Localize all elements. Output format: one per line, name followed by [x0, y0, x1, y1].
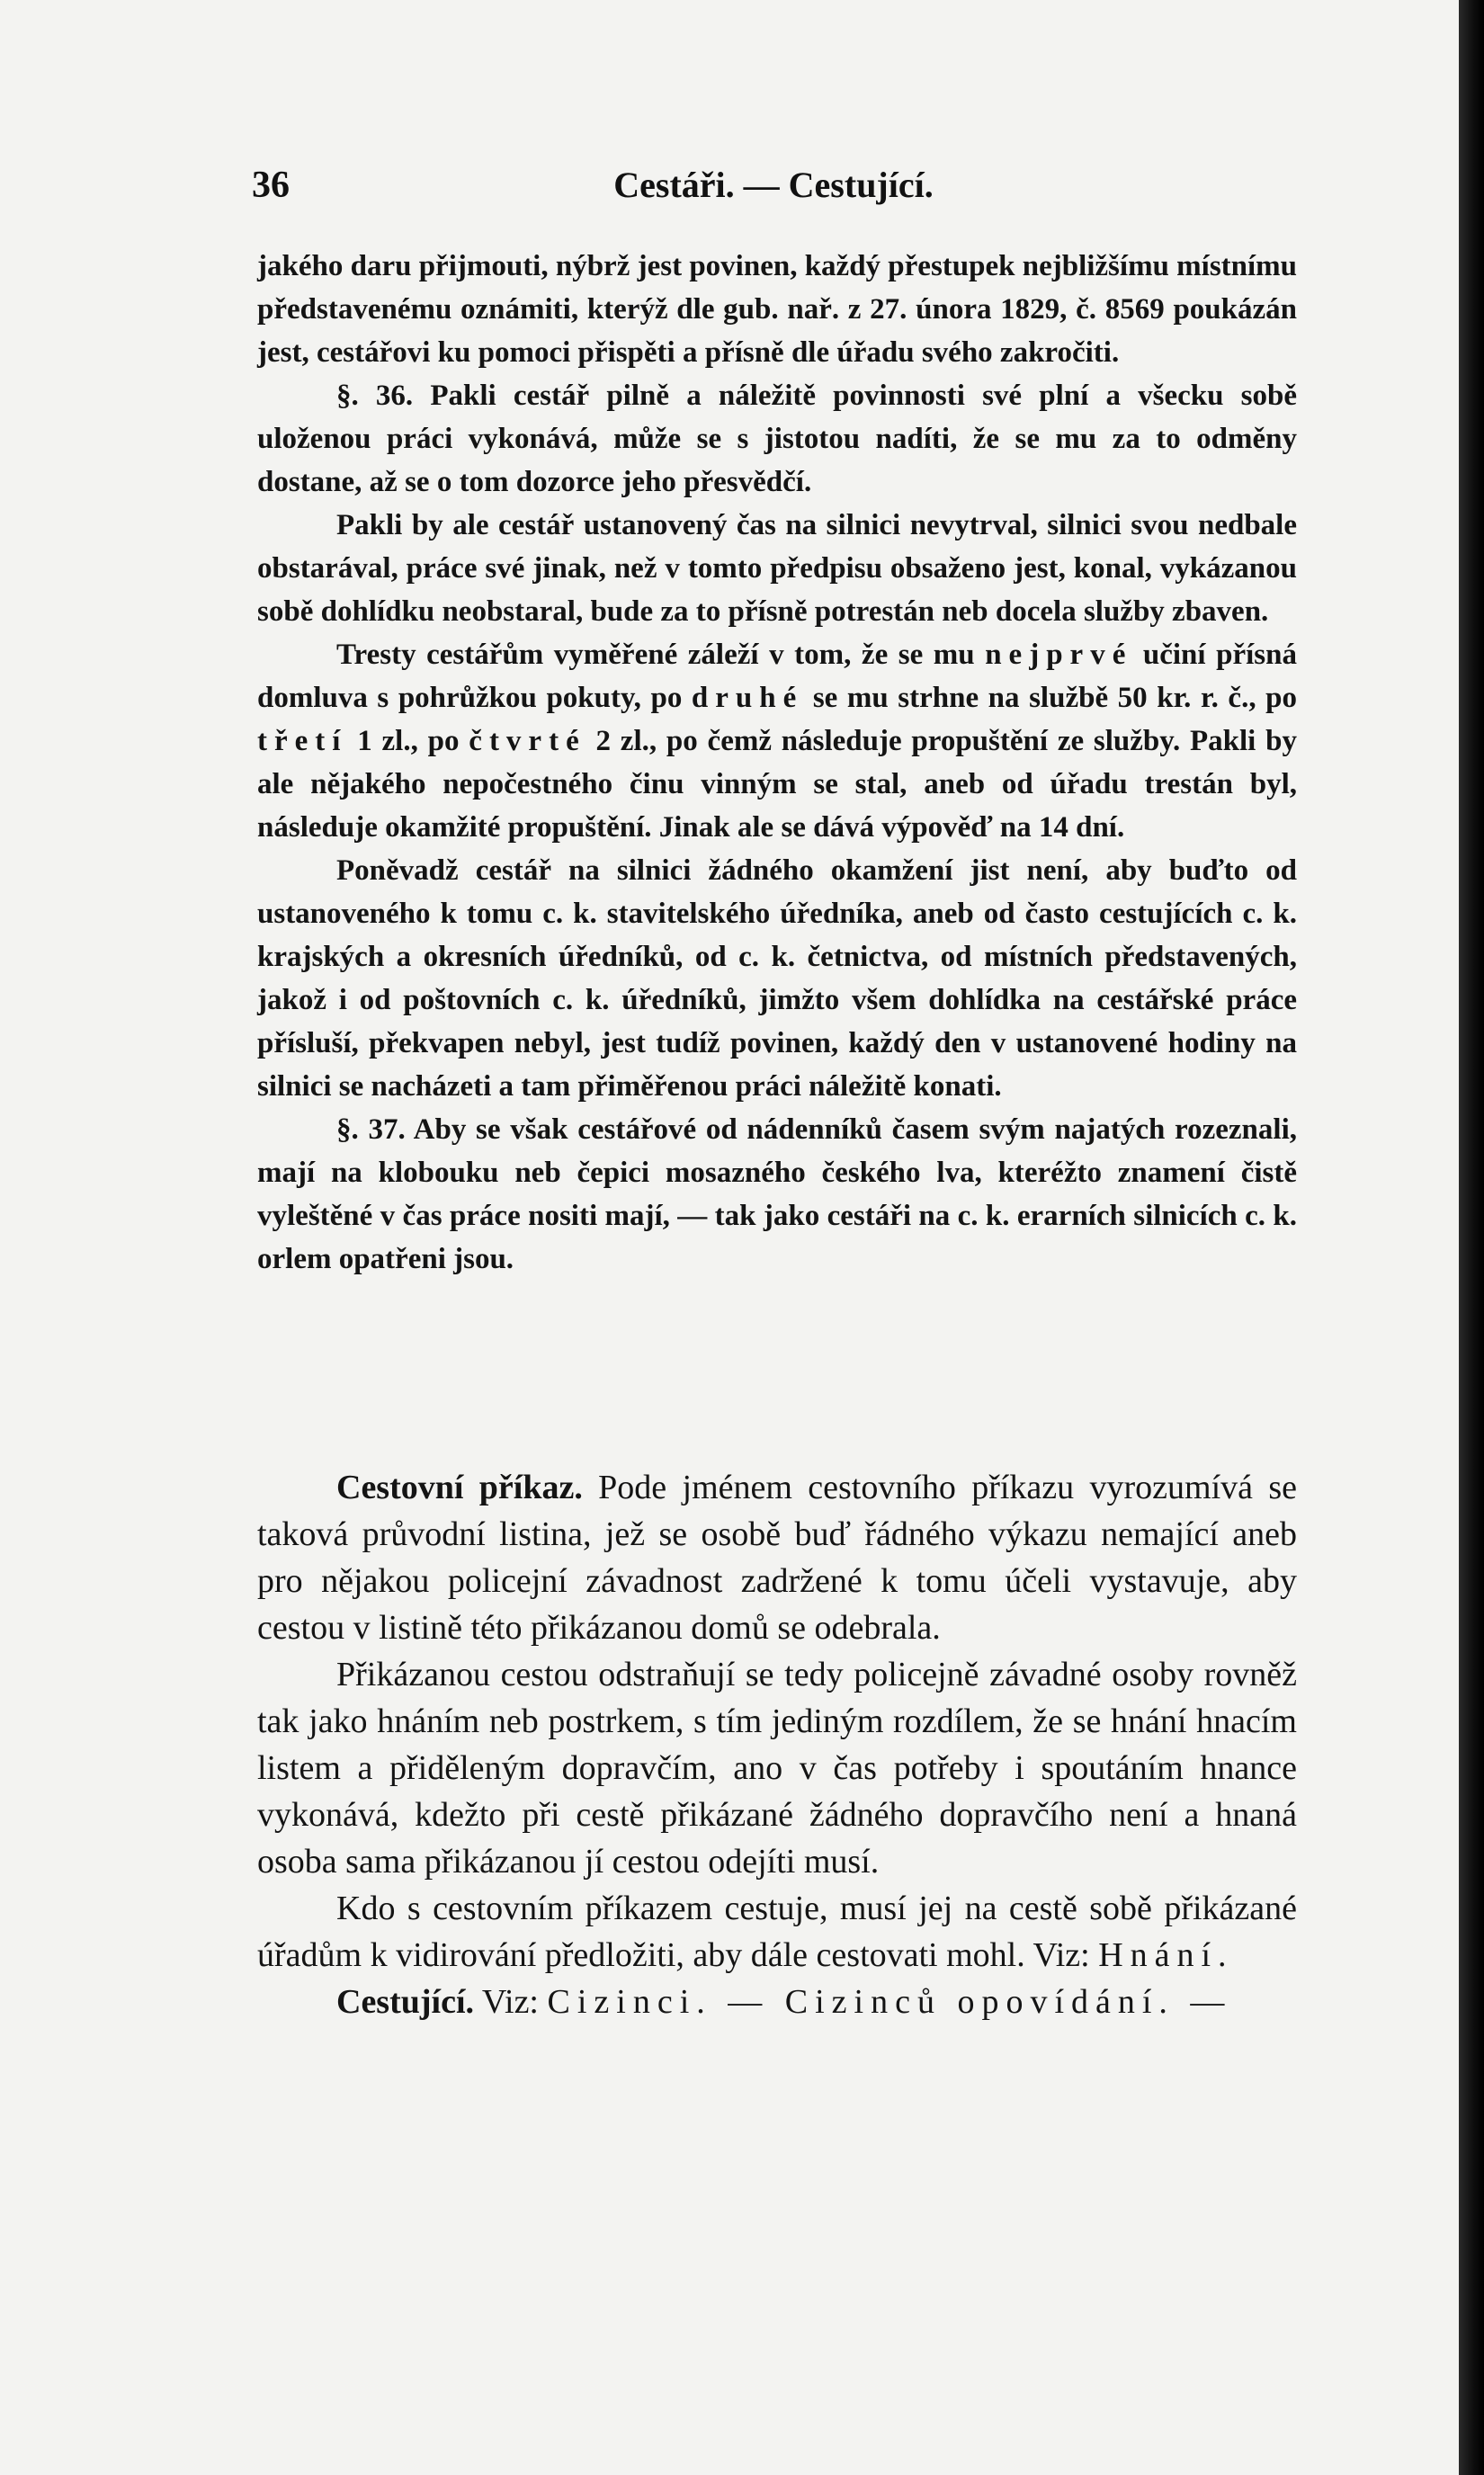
- paragraph-penalties: [257, 633, 1297, 849]
- paragraph-section-37: §. 37. Aby se však cestářové od nádenníků časem svým najatých rozeznali, mají na klobouku neb čepici mosazného českého lva, kteréžto znamení čistě vyleštěné v čas práce nositi mají, — tak jako cestáři na c. k. erarních silnicích c. k. orlem opatřeni jsou.: [257, 1113, 1297, 1275]
- spaced-word: nejprvé: [985, 639, 1133, 671]
- entry-text: Kdo s cestovním příkazem cestuje, musí jej na cestě sobě přikázané úřadům k vidirování předložiti, aby dále cestovati mohl. Viz:: [257, 1890, 1297, 1974]
- spaced-word: druhé: [691, 682, 804, 714]
- entry-term: Cestující.: [336, 1983, 475, 2021]
- text-run: 1 zl., po: [347, 725, 469, 757]
- entry-text: Pode jménem cestovního příkazu vyrozumívá se taková průvodní listina, jež se osobě buď řádného výkazu nemající aneb pro nějakou policejní závadnost zadržené k tomu účeli vystavuje, aby cestou v listině této přikázanou domů se odebrala.: [257, 1469, 1297, 1647]
- paragraph: jakého daru přijmouti, nýbrž jest povinen, každý přestupek nejbližšímu místnímu představenému oznámiti, kterýž dle gub. nař. z 27. února 1829, č. 8569 poukázán jest, cestářovi ku pomoci přispěti a přísně dle úřadu svého zakročiti.: [257, 250, 1298, 369]
- text-run: se mu strhne na službě 50 kr. r. č., po: [803, 682, 1297, 714]
- paragraph: [257, 1885, 1297, 1979]
- running-title: Cestáři. — Cestující.: [613, 165, 934, 205]
- paragraph-section-36: §. 36. Pakli cestář pilně a náležitě povinnosti své plní a všecku sobě uloženou práci vykonává, může se s jistotou nadíti, že se mu za to odměny dostane, až se o tom dozorce jeho přesvědčí.: [257, 380, 1297, 498]
- cross-reference: Cizinci. — Cizinců opovídání. —: [547, 1983, 1232, 2021]
- paragraph: Poněvadž cestář na silnici žádného okamžení jist není, aby buďto od ustanoveného k tomu c. k. stavitelského úředníka, aneb od často cestujících c. k. krajských a okresních úředníků, od c. k. četnictva, od místních představených, jakož i od poštovních c. k. úředníků, jimžto všem dohlídka na cestářské práce přísluší, překvapen nebyl, jest tudíž povinen, každý den v ustanovené hodiny na silnici se nacházeti a tam přiměřenou práci náležitě konati.: [257, 854, 1297, 1103]
- spaced-word: čtvrté: [469, 725, 586, 757]
- entry-cestujici: [257, 1979, 1297, 2025]
- entry-text: Viz:: [474, 1983, 548, 2021]
- paragraph: Pakli by ale cestář ustanovený čas na silnici nevytrval, silnici svou nedbale obstarával, práce své jinak, než v tomto předpisu obsaženo jest, konal, vykázanou sobě dohlídku neobstaral, bude za to přísně potrestán neb docela služby zbaven.: [257, 509, 1297, 628]
- scan-edge: [1459, 0, 1484, 2475]
- text-run: 2 zl., po čemž následuje propuštění ze služby. Pakli by ale nějakého nepočestného činu vinným se stal, aneb od úřadu trestán byl, následuje okamžité propuštění. Jinak ale se dává výpověď na 14 dní.: [257, 725, 1297, 844]
- entries-body: [257, 1464, 1297, 2025]
- spaced-word: třetí: [257, 725, 348, 757]
- text-run: Tresty cestářům vyměřené záleží v tom, že se mu: [336, 639, 986, 671]
- paragraph: Přikázanou cestou odstraňují se tedy policejně závadné osoby rovněž tak jako hnáním neb postrkem, s tím jediným rozdílem, že se hnání hnacím listem a přiděleným dopravčím, ano v čas potřeby i spoutáním hnance vykonává, kdežto při cestě přikázané žádného dopravčího není a hnaná osoba sama přikázanou jí cestou odejíti musí.: [257, 1656, 1297, 1881]
- entry-term: Cestovní příkaz.: [336, 1469, 583, 1506]
- page-header: [252, 164, 1295, 218]
- section-body: [257, 245, 1297, 1281]
- page-number: 36: [252, 165, 290, 206]
- cross-reference: Hnání.: [1098, 1936, 1234, 1974]
- text-run: učiní přísná domluva s pohrůžkou pokuty, po: [257, 639, 1297, 714]
- entry-cestovni-prikaz: [257, 1464, 1297, 1651]
